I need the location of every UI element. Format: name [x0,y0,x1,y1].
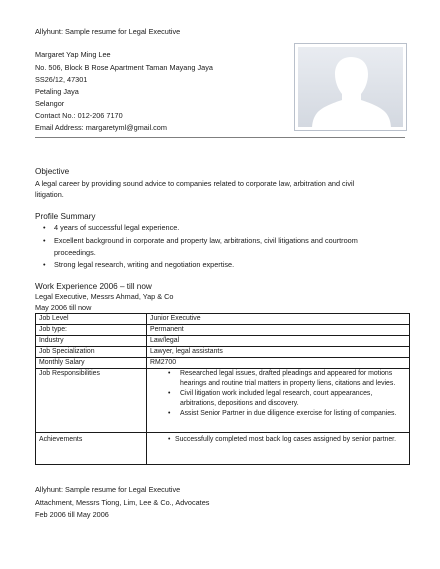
table-row [36,358,410,369]
row-label: Job Level [36,314,147,325]
person-silhouette-icon [298,47,403,127]
responsibilities-list [150,369,406,419]
table-row [36,369,410,433]
row-label: Industry [36,336,147,347]
list-item: • Excellent background in corporate and property law, arbitrations, civil litigations and courtroom proceedings. [35,235,365,259]
list-item: • Researched legal issues, drafted pleadings and appeared for motions hearings and routine trial matters in property liens, citations and levies. [150,369,406,389]
address-city: Petaling Jaya [35,87,79,96]
attachment-period: Feb 2006 till May 2006 [35,510,109,519]
objective-line-1: A legal career by providing sound advice to companies related to corporate law, arbitration and civil [35,179,355,188]
objective-line-2: litigation. [35,190,64,199]
row-label: Monthly Salary [36,358,147,369]
address-line-1: No. 506, Block B Rose Apartment Taman Mayang Jaya [35,63,213,72]
achievements-cell [147,433,410,465]
row-value: Junior Executive [147,314,410,325]
footer-title: Allyhunt: Sample resume for Legal Executive [35,485,181,494]
list-item: • 4 years of successful legal experience. [35,223,365,234]
list-item: • Assist Senior Partner in due diligence exercise for listing of companies. [150,409,406,419]
address-state: Selangor [35,99,65,108]
document-title: Allyhunt: Sample resume for Legal Executive [35,27,181,36]
contact-number: Contact No.: 012-206 7170 [35,111,123,120]
row-label: Job type: [36,325,147,336]
profile-summary-list [35,223,365,270]
profile-photo [294,43,407,131]
profile-summary-heading: Profile Summary [35,212,96,221]
objective-heading: Objective [35,167,70,176]
row-value: Law/legal [147,336,410,347]
job-position: Legal Executive, Messrs Ahmad, Yap & Co [35,292,174,301]
responsibilities-cell [147,369,410,433]
list-item: • Civil litigation work included legal research, court appearances, arbitrations, depositions and discovery. [150,389,406,409]
list-item: • Successfully completed most back log cases assigned by senior partner. [150,435,406,445]
work-experience-heading: Work Experience 2006 – till now [35,282,152,291]
job-period: May 2006 till now [35,303,92,312]
row-value: Permanent [147,325,410,336]
row-label: Job Responsibilities [36,369,147,433]
table-row [36,314,410,325]
achievements-list [150,435,406,445]
job-details-table [35,313,410,465]
row-label: Achievements [36,433,147,465]
row-value: RM2700 [147,358,410,369]
row-label: Job Specialization [36,347,147,358]
table-row [36,433,410,465]
row-value: Lawyer, legal assistants [147,347,410,358]
address-line-2: SS26/12, 47301 [35,75,88,84]
table-row [36,347,410,358]
email-address: Email Address: margaretyml@gmail.com [35,123,167,132]
table-row [36,336,410,347]
candidate-name: Margaret Yap Ming Lee [35,50,111,59]
attachment-position: Attachment, Messrs Tiong, Lim, Lee & Co., Advocates [35,498,210,507]
header-divider [35,137,405,138]
list-item: • Strong legal research, writing and negotiation expertise. [35,260,365,271]
table-row [36,325,410,336]
